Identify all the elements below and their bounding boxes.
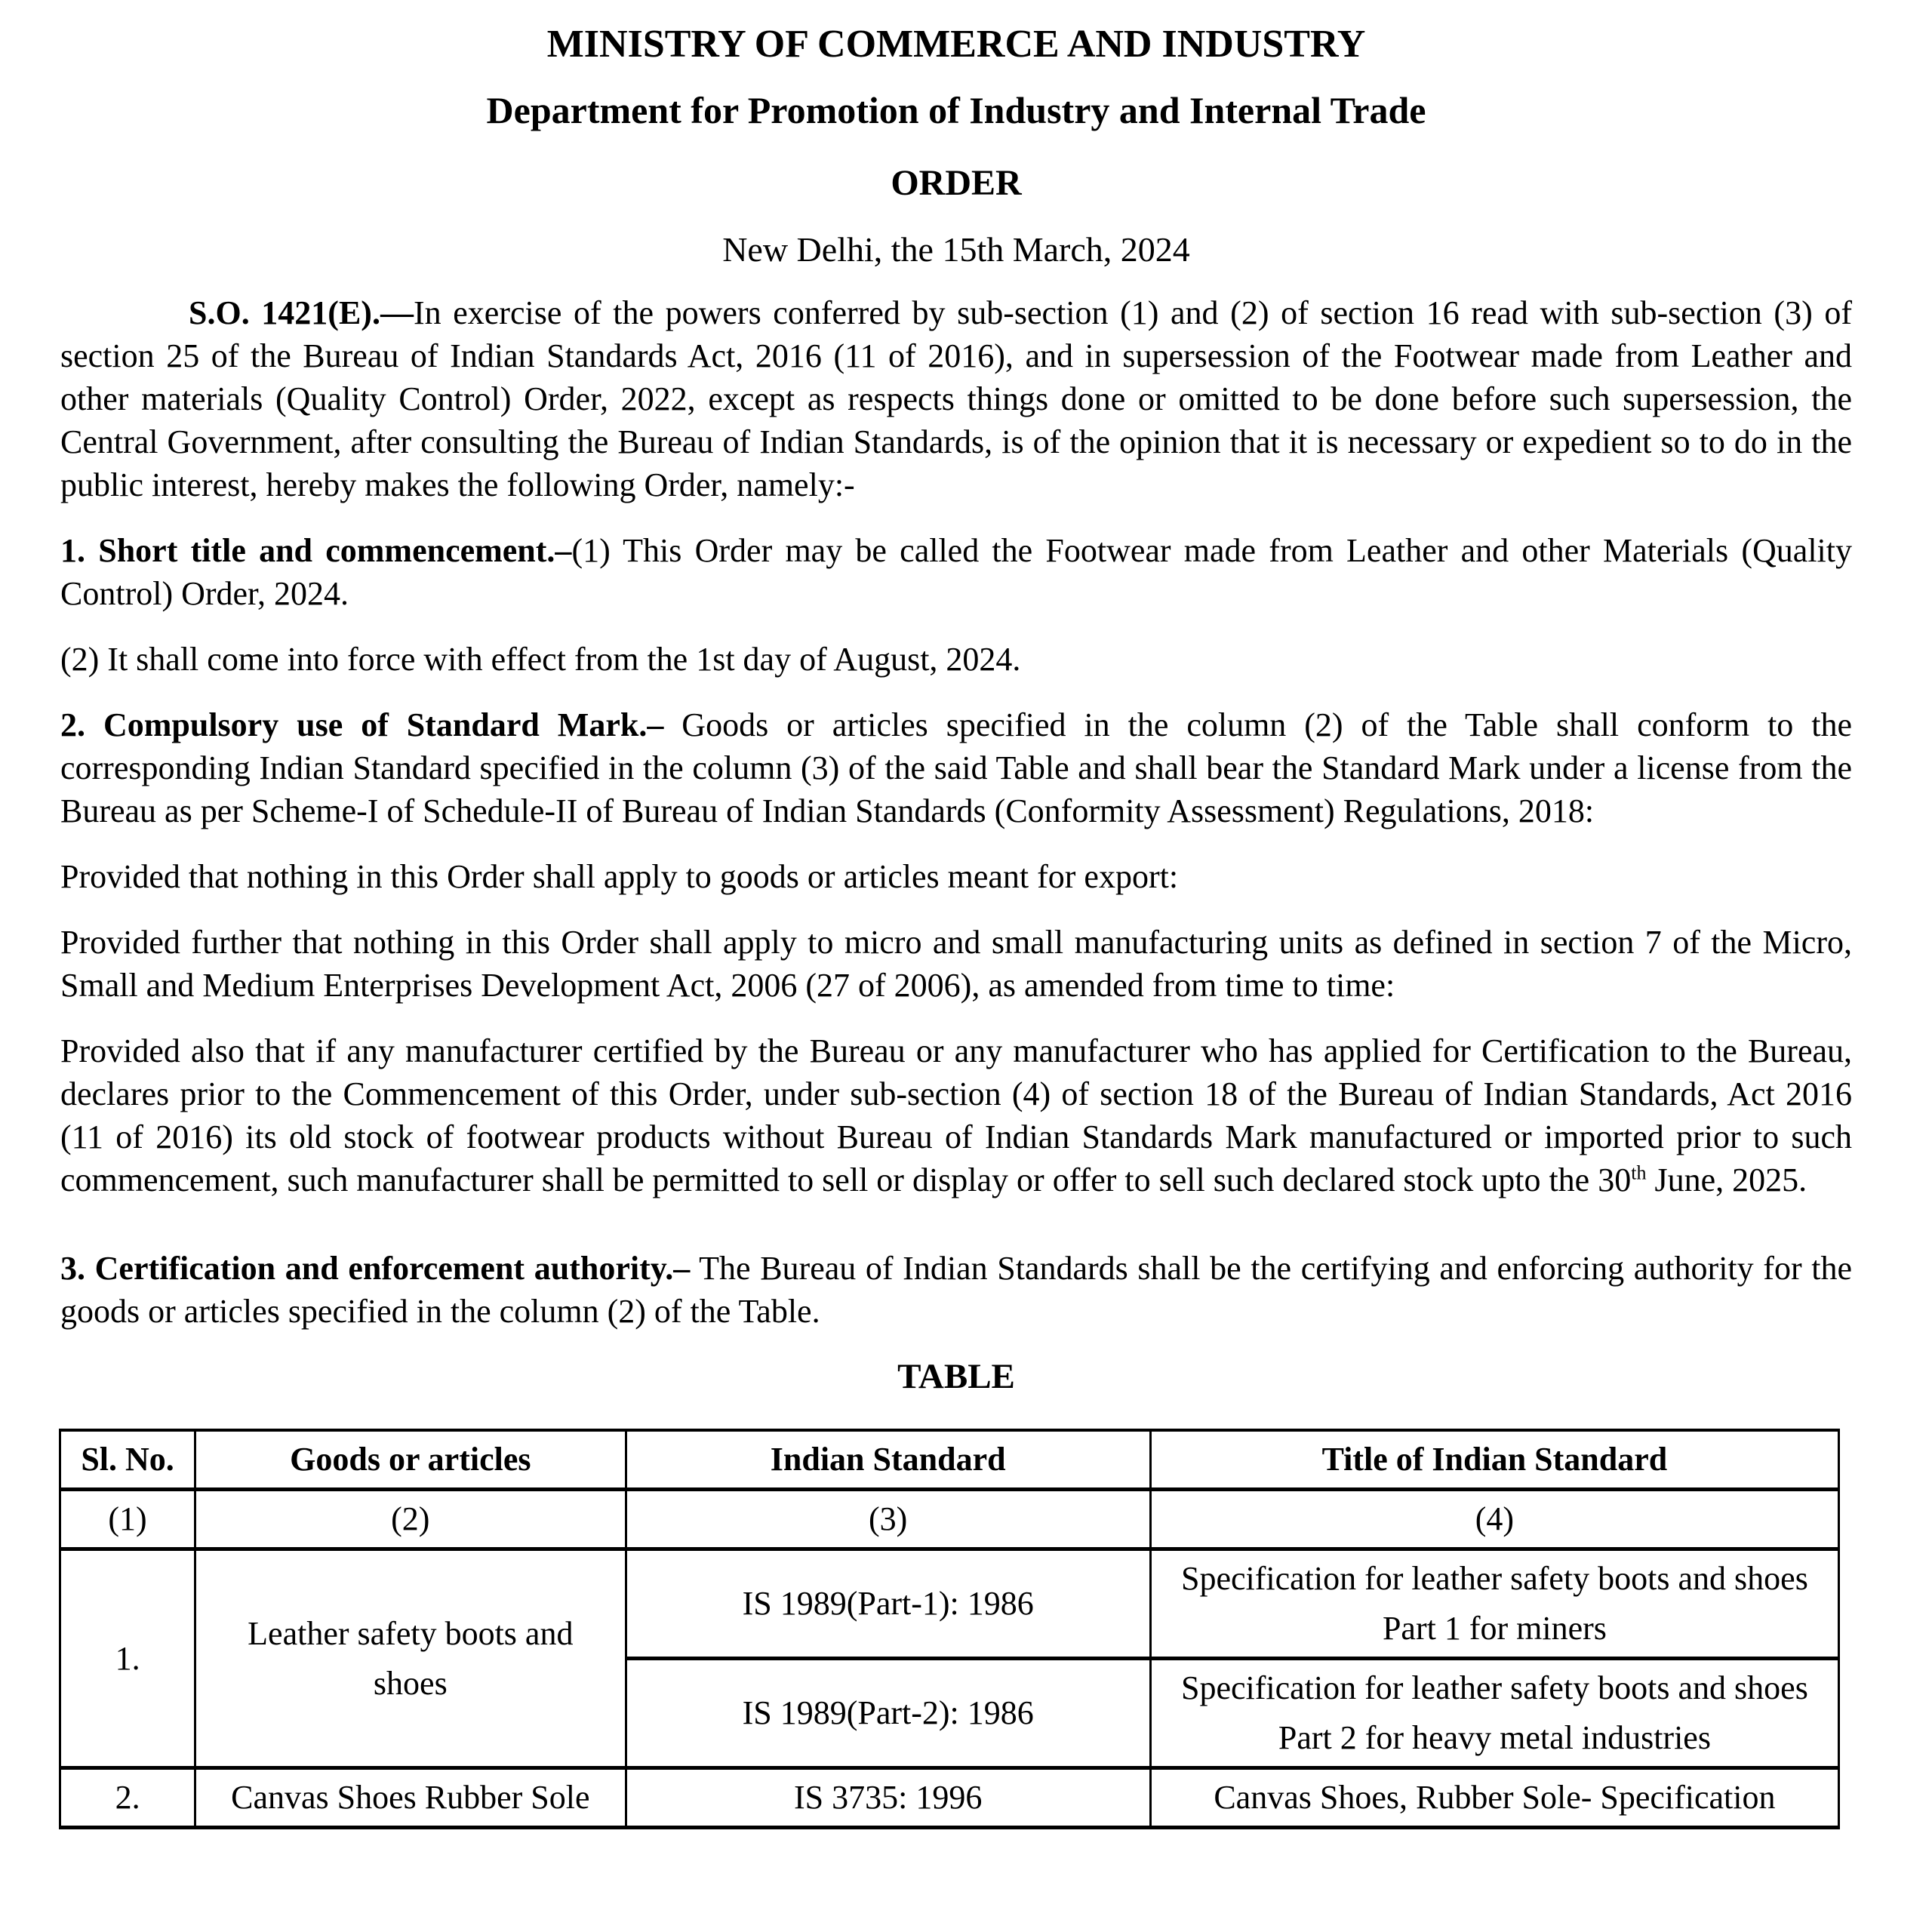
column-header-indian-standard: Indian Standard (626, 1430, 1150, 1490)
ministry-heading: MINISTRY OF COMMERCE AND INDUSTRY (546, 23, 1366, 66)
row1-standard-2: IS 1989(Part-2): 1986 (626, 1659, 1150, 1768)
column-number-4: (4) (1150, 1490, 1838, 1549)
table-row-2 (60, 1768, 1839, 1828)
superscript-th: th (1631, 1161, 1647, 1184)
row2-sl-no: 2. (60, 1768, 195, 1828)
dateline: New Delhi, the 15th March, 2024 (722, 230, 1190, 269)
column-header-goods: Goods or articles (195, 1430, 626, 1490)
row2-goods: Canvas Shoes Rubber Sole (195, 1768, 626, 1828)
department-heading: Department for Promotion of Industry and Internal Trade (486, 89, 1426, 131)
section-2-paragraph (60, 703, 1852, 832)
section-1-lead: 1. Short title and commencement.– (60, 532, 572, 569)
intro-body-text: In exercise of the powers conferred by sub-section (1) and (2) of section 16 read with sub-section (3) of section 25 of the Bureau of Indian Standards Act, 2016 (11 of 2016), and in supersession of the Footwear made from Leather and other materials (Quality Control) Order, 2022, except as respects things done or omitted to be done before such supersession, the Central Government, after consulting the Bureau of Indian Standards, is of the opinion that it is necessary or expedient so to do in the public interest, hereby makes the following Order, namely:- (60, 294, 1852, 503)
proviso-old-stock-text-end: June, 2025. (1646, 1161, 1807, 1198)
column-number-2: (2) (195, 1490, 626, 1549)
section-2-lead: 2. Compulsory use of Standard Mark.– (60, 706, 664, 743)
section-3-body-text: The Bureau of Indian Standards shall be the certifying and enforcing authority for the goods or articles specified in the column (2) of the Table. (60, 1250, 1852, 1330)
row1-sl-no: 1. (60, 1549, 195, 1768)
section-3-paragraph (60, 1247, 1852, 1333)
proviso-msme-paragraph: Provided further that nothing in this Order shall apply to micro and small manufacturing units as defined in section 7 of the Micro, Small and Medium Enterprises Development Act, 2006 (27 of 2006), as amended from time to time: (60, 924, 1852, 1004)
column-number-3: (3) (626, 1490, 1150, 1549)
so-number-lead: S.O. 1421(E).— (189, 294, 414, 331)
row1-title-1: Specification for leather safety boots and shoes Part 1 for miners (1150, 1549, 1838, 1659)
column-number-1: (1) (60, 1490, 195, 1549)
proviso-old-stock-text: Provided also that if any manufacturer certified by the Bureau or any manufacturer who has applied for Certification to the Bureau, declares prior to the Commencement of this Order, under sub-section (4) of section 18 of the Bureau of Indian Standards, Act 2016 (11 of 2016) its old stock of footwear products without Bureau of Indian Standards Mark manufactured or imported prior to such commencement, such manufacturer shall be permitted to sell or display or offer to sell such declared stock upto the 30 (60, 1032, 1852, 1198)
table-heading: TABLE (897, 1357, 1015, 1396)
section-3-lead: 3. Certification and enforcement authority.– (60, 1250, 691, 1287)
table-row-1a (60, 1549, 1839, 1659)
proviso-old-stock-paragraph (60, 1029, 1852, 1201)
order-heading: ORDER (891, 163, 1022, 203)
section-1-body-text: (1) This Order may be called the Footwear made from Leather and other Materials (Quality Control) Order, 2024. (60, 532, 1853, 612)
row2-standard: IS 3735: 1996 (626, 1768, 1150, 1828)
row1-standard-1: IS 1989(Part-1): 1986 (626, 1549, 1150, 1659)
standards-table (59, 1429, 1840, 1829)
intro-paragraph (60, 291, 1852, 506)
proviso-export-paragraph: Provided that nothing in this Order shall apply to goods or articles meant for export: (60, 858, 1179, 895)
table-header-row (60, 1430, 1839, 1490)
section-2-body-text: Goods or articles specified in the column (2) of the Table shall conform to the corresponding Indian Standard specified in the column (3) of the said Table and shall bear the Standard Mark under a license from the Bureau as per Scheme-I of Schedule-II of Bureau of Indian Standards (Conformity Assessment) Regulations, 2018: (60, 706, 1852, 829)
column-header-title: Title of Indian Standard (1150, 1430, 1838, 1490)
row2-title: Canvas Shoes, Rubber Sole- Specification (1150, 1768, 1838, 1828)
row1-goods: Leather safety boots and shoes (195, 1549, 626, 1768)
section-1-paragraph (60, 529, 1852, 615)
row1-title-2: Specification for leather safety boots and shoes Part 2 for heavy metal industries (1150, 1659, 1838, 1768)
column-number-row (60, 1490, 1839, 1549)
section-1-clause-2-paragraph: (2) It shall come into force with effect from the 1st day of August, 2024. (60, 641, 1021, 678)
column-header-sl-no: Sl. No. (60, 1430, 195, 1490)
